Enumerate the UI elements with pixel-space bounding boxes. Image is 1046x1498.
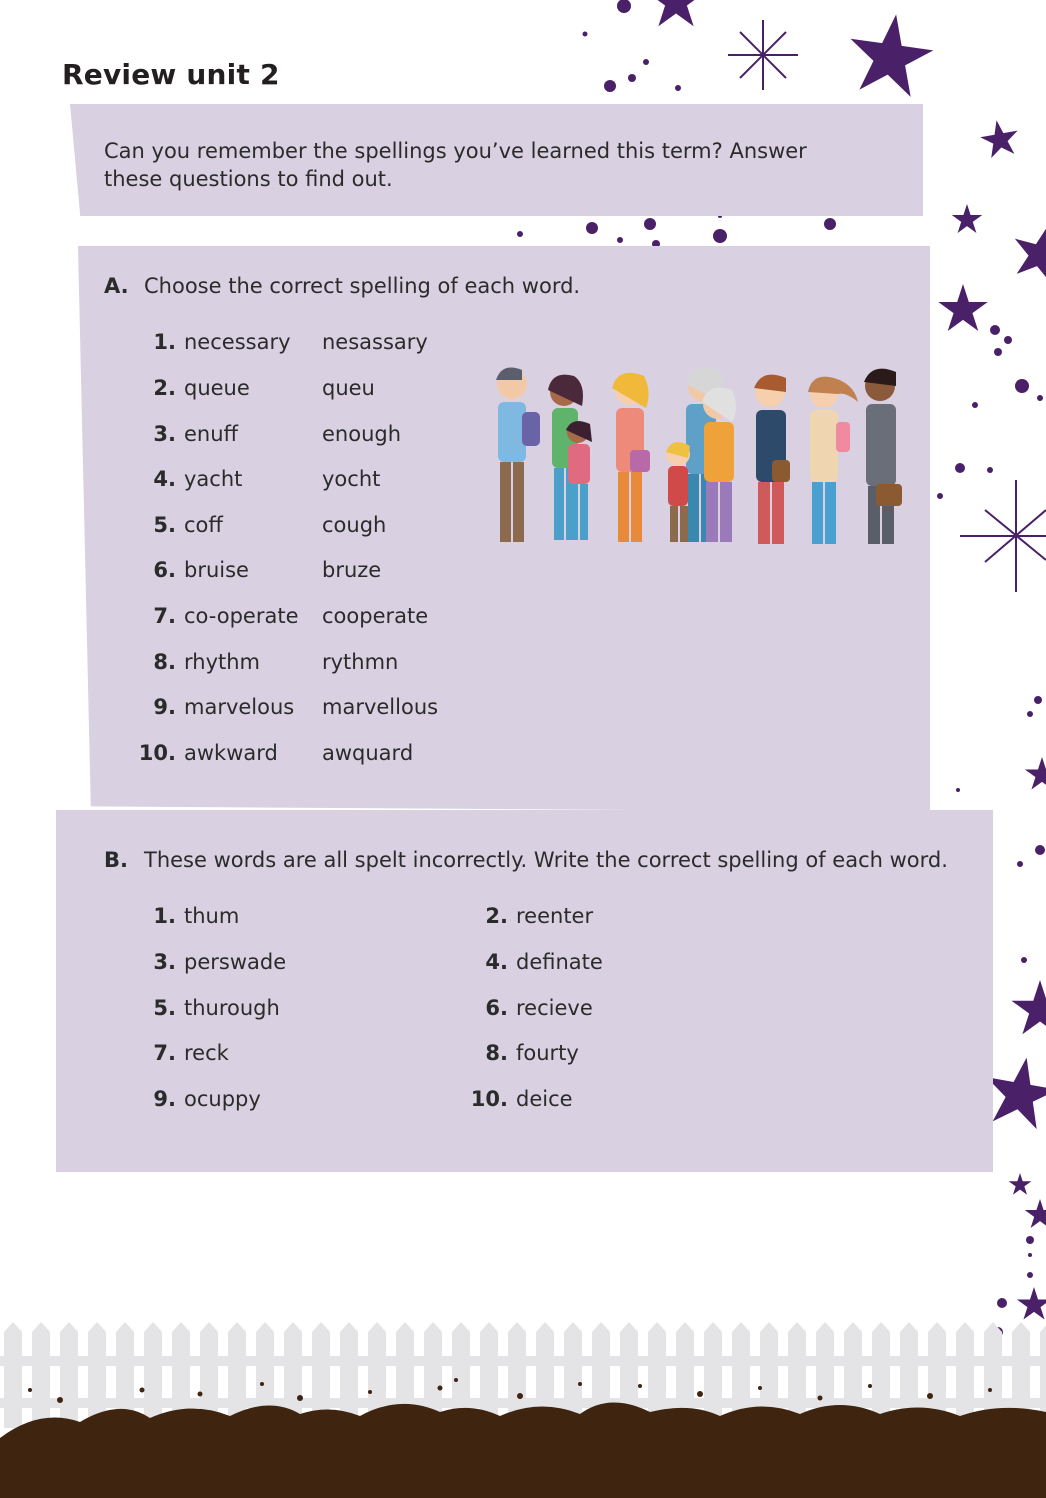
- person-figure-5: [686, 368, 736, 542]
- misspelt-word: reck: [184, 1041, 229, 1065]
- misspelt-word: ocuppy: [184, 1087, 261, 1111]
- section-a-letter: A.: [104, 274, 129, 298]
- person-figure-1: [496, 368, 540, 542]
- item-number: 3.: [153, 422, 176, 446]
- item-number: 7.: [153, 604, 176, 628]
- person-figure-6: [666, 442, 690, 542]
- spelling-option-1[interactable]: enuff: [184, 422, 239, 446]
- spelling-option-1[interactable]: necessary: [184, 330, 291, 354]
- item-number: 1.: [153, 904, 176, 928]
- item-number: 2.: [153, 376, 176, 400]
- spelling-option-2[interactable]: enough: [322, 422, 402, 446]
- spelling-option-1[interactable]: bruise: [184, 558, 249, 582]
- spelling-option-2[interactable]: cooperate: [322, 604, 429, 628]
- spelling-option-2[interactable]: cough: [322, 513, 387, 537]
- spelling-option-2[interactable]: rythmn: [322, 650, 399, 674]
- spelling-option-1[interactable]: rhythm: [184, 650, 261, 674]
- soil-illustration: [0, 1378, 1046, 1498]
- spelling-option-2[interactable]: marvellous: [322, 695, 439, 719]
- person-figure-9: [864, 369, 902, 544]
- item-number: 3.: [153, 950, 176, 974]
- misspelt-word: recieve: [516, 996, 593, 1020]
- section-b-instruction: [104, 848, 948, 872]
- spelling-option-1[interactable]: queue: [184, 376, 250, 400]
- item-number: 8.: [153, 650, 176, 674]
- misspelt-word: reenter: [516, 904, 594, 928]
- section-a-instruction: [104, 274, 580, 298]
- spelling-option-2[interactable]: bruze: [322, 558, 382, 582]
- person-figure-4: [612, 373, 650, 542]
- item-number: 10.: [138, 741, 176, 765]
- spelling-option-2[interactable]: yocht: [322, 467, 381, 491]
- misspelt-word: deice: [516, 1087, 573, 1111]
- section-b-instruction-text: These words are all spelt incorrectly. Write the correct spelling of each word.: [144, 848, 948, 872]
- item-number: 9.: [153, 1087, 176, 1111]
- item-number: 5.: [153, 996, 176, 1020]
- item-number: 8.: [485, 1041, 508, 1065]
- spelling-option-1[interactable]: marvelous: [184, 695, 295, 719]
- spelling-option-1[interactable]: awkward: [184, 741, 278, 765]
- misspelt-word: thum: [184, 904, 240, 928]
- misspelt-word: thurough: [184, 996, 280, 1020]
- item-number: 4.: [153, 467, 176, 491]
- item-number: 1.: [153, 330, 176, 354]
- item-number: 7.: [153, 1041, 176, 1065]
- spelling-option-1[interactable]: co-operate: [184, 604, 299, 628]
- item-number: 9.: [153, 695, 176, 719]
- spelling-option-2[interactable]: awquard: [322, 741, 414, 765]
- item-number: 6.: [485, 996, 508, 1020]
- section-b-letter: B.: [104, 848, 128, 872]
- intro-text: Can you remember the spellings you’ve learned this term? Answer these questions to find out.: [104, 139, 807, 191]
- item-number: 4.: [485, 950, 508, 974]
- item-number: 5.: [153, 513, 176, 537]
- person-figure-8: [808, 377, 858, 544]
- item-number: 2.: [485, 904, 508, 928]
- item-number: 6.: [153, 558, 176, 582]
- misspelt-word: perswade: [184, 950, 287, 974]
- page-title: Review unit 2: [62, 58, 280, 91]
- section-a-instruction-text: Choose the correct spelling of each word.: [144, 274, 581, 298]
- spelling-option-1[interactable]: yacht: [184, 467, 243, 491]
- spelling-option-1[interactable]: coff: [184, 513, 223, 537]
- spelling-option-2[interactable]: queu: [322, 376, 375, 400]
- misspelt-word: definate: [516, 950, 603, 974]
- misspelt-word: fourty: [516, 1041, 579, 1065]
- person-figure-7: [754, 375, 790, 544]
- item-number: 10.: [470, 1087, 508, 1111]
- spelling-option-2[interactable]: nesassary: [322, 330, 428, 354]
- people-queue-illustration: [482, 362, 912, 562]
